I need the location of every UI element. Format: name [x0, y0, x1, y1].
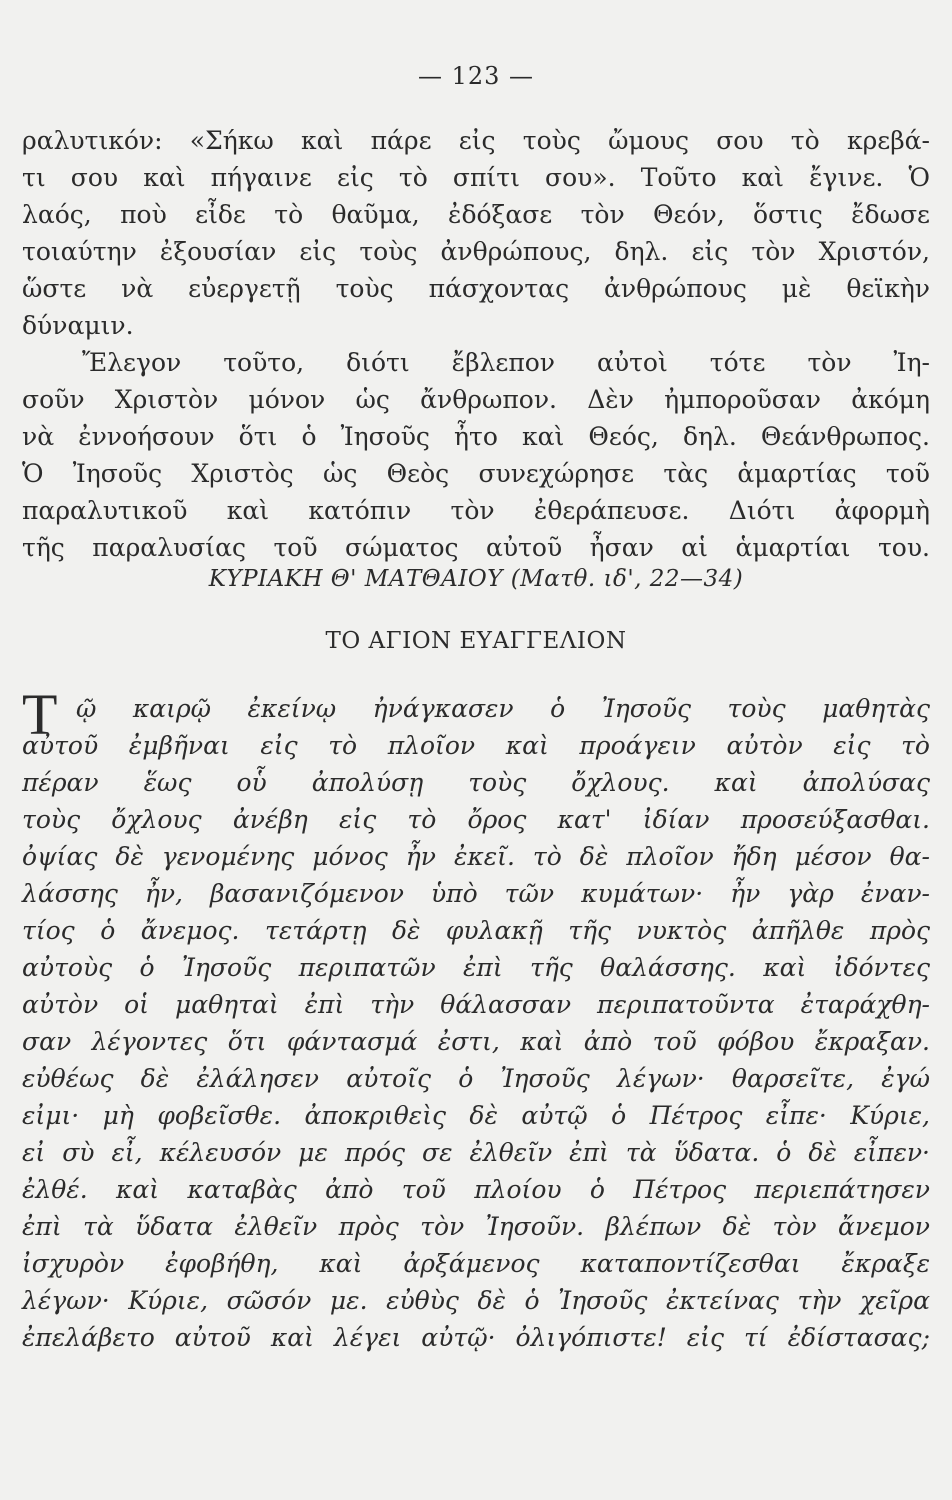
gospel-line: αὐτὸν οἱ μαθηταὶ ἐπὶ τὴν θάλασσαν περιπατοῦντα ἐταράχθη- [22, 990, 930, 1019]
gospel-line: πέραν ἕως οὗ ἀπολύσῃ τοὺς ὄχλους. καὶ ἀπολύσας [22, 768, 930, 797]
paragraph-2-line: παραλυτικοῦ καὶ κατόπιν τὸν ἐθεράπευσε. Διότι ἀφορμὴ [22, 496, 930, 525]
paragraph-1-line: δύναμιν. [22, 311, 134, 340]
gospel-line: αὐτοῦ ἐμβῆναι εἰς τὸ πλοῖον καὶ προάγειν αὐτὸν εἰς τὸ [22, 731, 930, 760]
gospel-line: λέγων· Κύριε, σῶσόν με. εὐθὺς δὲ ὁ Ἰησοῦς ἐκτείνας τὴν χεῖρα [22, 1286, 930, 1315]
paragraph-1-line: τοιαύτην ἐξουσίαν εἰς τοὺς ἀνθρώπους, δηλ. εἰς τὸν Χριστόν, [22, 237, 930, 266]
gospel-line: σαν λέγοντες ὅτι φάντασμά ἐστι, καὶ ἀπὸ τοῦ φόβου ἔκραξαν. [22, 1027, 930, 1056]
gospel-line: τίος ὁ ἄνεμος. τετάρτῃ δὲ φυλακῇ τῆς νυκτὸς ἀπῆλθε πρὸς [22, 916, 930, 945]
page-number: — 123 — [417, 62, 535, 90]
gospel-line: εἰμι· μὴ φοβεῖσθε. ἀποκριθεὶς δὲ αὐτῷ ὁ Πέτρος εἶπε· Κύριε, [22, 1101, 930, 1130]
gospel-line: εἰ σὺ εἶ, κέλευσόν με πρός σε ἐλθεῖν ἐπὶ τὰ ὕδατα. ὁ δὲ εἶπεν· [22, 1138, 930, 1167]
paragraph-2-line: σοῦν Χριστὸν μόνον ὡς ἄνθρωπον. Δὲν ἠμποροῦσαν ἀκόμη [22, 385, 930, 414]
paragraph-2-line: Ἔλεγον τοῦτο, διότι ἔβλεπον αὐτοὶ τότε τὸν Ἰη- [82, 348, 930, 377]
paragraph-2-line: Ὁ Ἰησοῦς Χριστὸς ὡς Θεὸς συνεχώρησε τὰς ἁμαρτίας τοῦ [22, 459, 930, 488]
paragraph-1-line: ραλυτικόν: «Σήκω καὶ πάρε εἰς τοὺς ὤμους σου τὸ κρεβά- [22, 126, 930, 155]
gospel-line: αὐτοὺς ὁ Ἰησοῦς περιπατῶν ἐπὶ τῆς θαλάσσης. καὶ ἰδόντες [22, 953, 930, 982]
gospel-line: ἐπὶ τὰ ὕδατα ἐλθεῖν πρὸς τὸν Ἰησοῦν. βλέπων δὲ τὸν ἄνεμον [22, 1212, 930, 1241]
gospel-heading: ΤΟ ΑΓΙΟΝ ΕΥΑΓΓΕΛΙΟΝ [325, 628, 627, 654]
drop-cap: Τ [22, 682, 58, 747]
gospel-line: ἰσχυρὸν ἐφοβήθη, καὶ ἀρξάμενος καταποντίζεσθαι ἔκραξε [22, 1249, 930, 1278]
paragraph-1-line: ὥστε νὰ εὐεργετῇ τοὺς πάσχοντας ἀνθρώπους μὲ θεϊκὴν [22, 274, 930, 303]
paragraph-1-line: λαός, ποὺ εἶδε τὸ θαῦμα, ἐδόξασε τὸν Θεόν, ὅστις ἔδωσε [22, 200, 930, 229]
sunday-heading: ΚΥΡΙΑΚΗ Θ' ΜΑΤΘΑΙΟΥ (Ματθ. ιδ', 22—34) [208, 566, 744, 592]
gospel-line: τοὺς ὄχλους ἀνέβη εἰς τὸ ὄρος κατ' ἰδίαν προσεύξασθαι. [22, 805, 930, 834]
gospel-line: ἐπελάβετο αὐτοῦ καὶ λέγει αὐτῷ· ὀλιγόπιστε! εἰς τί ἐδίστασας; [22, 1323, 930, 1352]
gospel-line: ῷ καιρῷ ἐκείνῳ ἠνάγκασεν ὁ Ἰησοῦς τοὺς μαθητὰς [76, 694, 930, 723]
gospel-line: ἐλθέ. καὶ καταβὰς ἀπὸ τοῦ πλοίου ὁ Πέτρος περιεπάτησεν [22, 1175, 930, 1204]
gospel-line: εὐθέως δὲ ἐλάλησεν αὐτοῖς ὁ Ἰησοῦς λέγων· θαρσεῖτε, ἐγώ [22, 1064, 930, 1093]
gospel-line: ὀψίας δὲ γενομένης μόνος ἦν ἐκεῖ. τὸ δὲ πλοῖον ἤδη μέσον θα- [22, 842, 930, 871]
gospel-line: λάσσης ἦν, βασανιζόμενον ὑπὸ τῶν κυμάτων· ἦν γὰρ ἐναν- [22, 879, 930, 908]
paragraph-2-line: νὰ ἐννοήσουν ὅτι ὁ Ἰησοῦς ἦτο καὶ Θεός, δηλ. Θεάνθρωπος. [22, 422, 930, 451]
paragraph-2-line: τῆς παραλυσίας τοῦ σώματος αὐτοῦ ἦσαν αἱ ἁμαρτίαι του. [22, 533, 930, 562]
paragraph-1-line: τι σου καὶ πήγαινε εἰς τὸ σπίτι σου». Τοῦτο καὶ ἔγινε. Ὁ [22, 163, 930, 192]
